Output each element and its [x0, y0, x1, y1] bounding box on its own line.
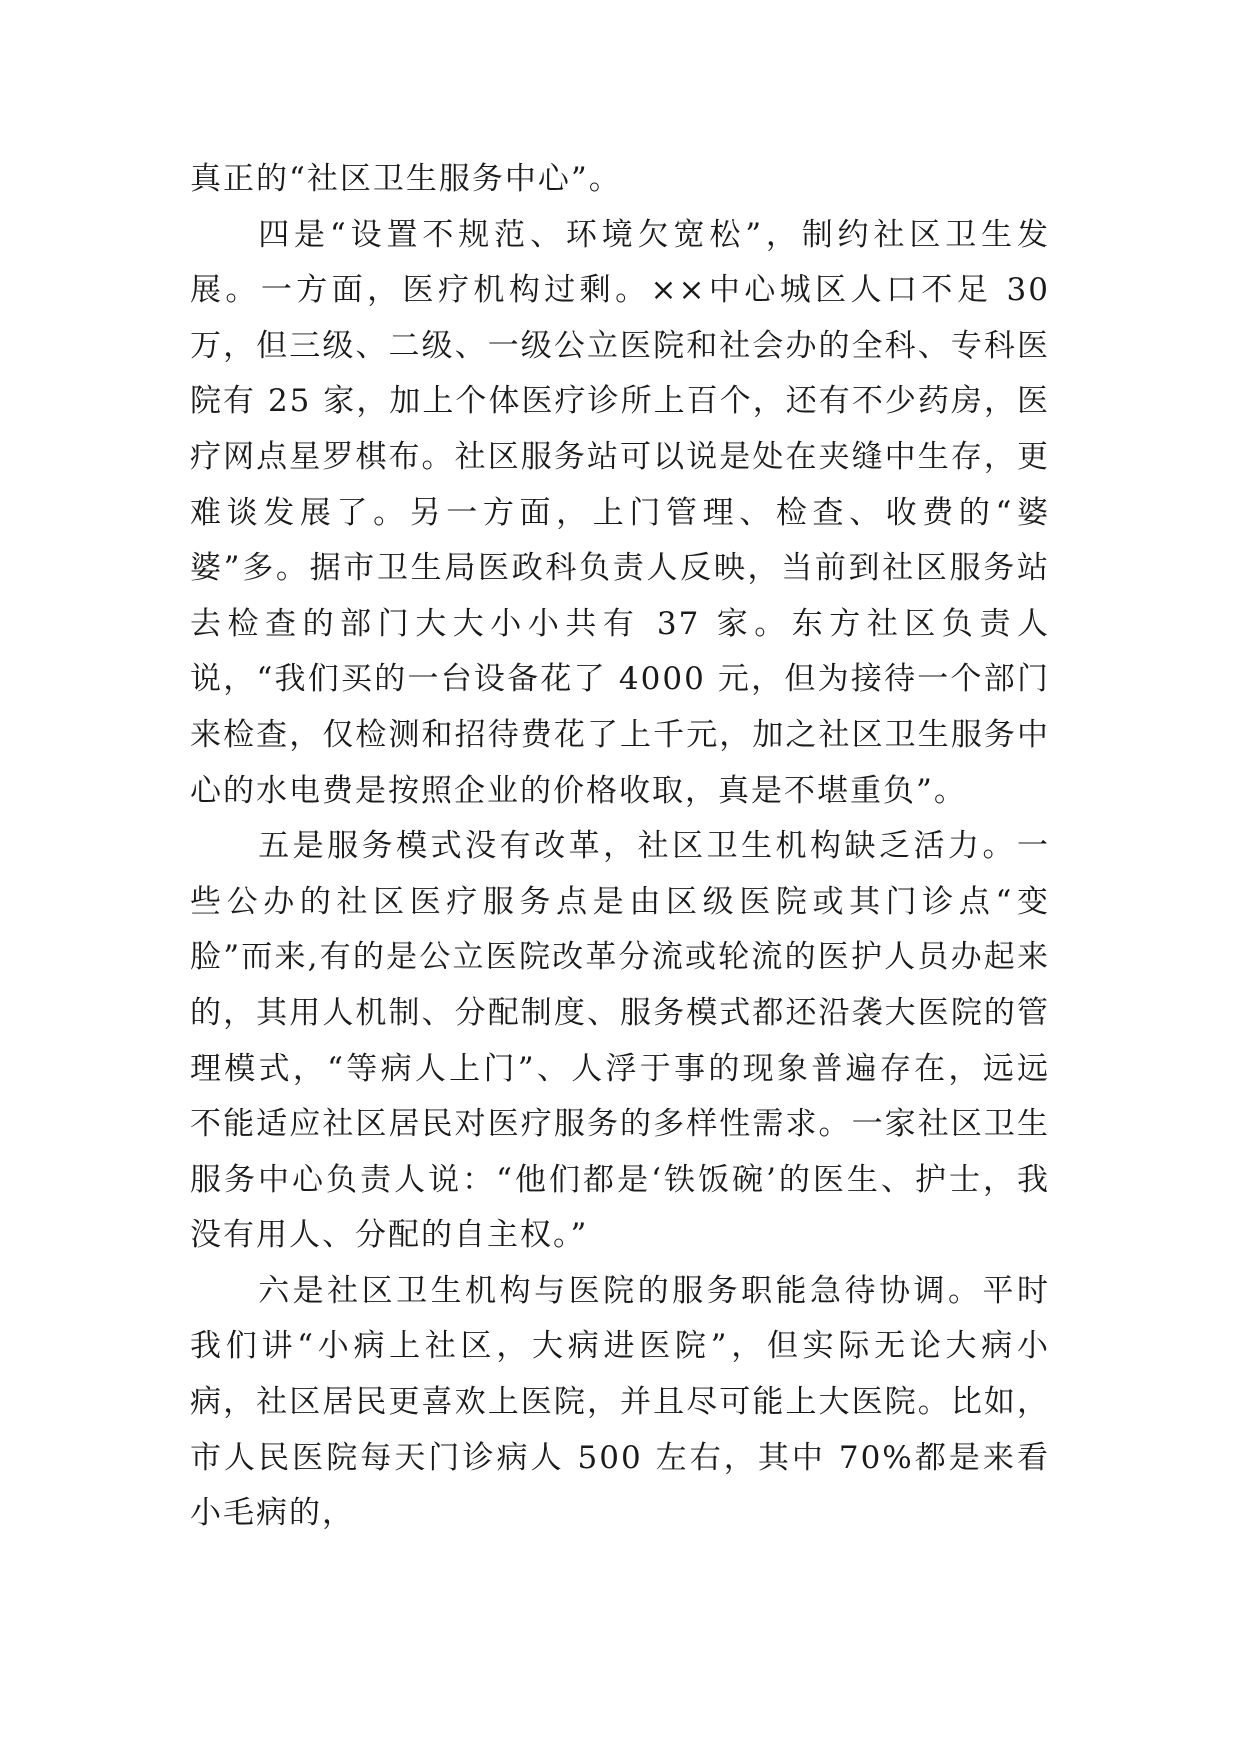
paragraph-point-six: 六是社区卫生机构与医院的服务职能急待协调。平时我们讲“小病上社区，大病进医院”，但实际无论大病小病，社区居民更喜欢上医院，并且尽可能上大医院。比如，市人民医院每天门诊病人 500 左右，其中 70%都是来看小毛病的，: [190, 1272, 1050, 1532]
paragraph-point-five: 五是服务模式没有改革，社区卫生机构缺乏活力。一些公办的社区医疗服务点是由区级医院或其门诊点“变脸”而来,有的是公立医院改革分流或轮流的医护人员办起来的，其用人机制、分配制度、服务模式都还沿袭大医院的管理模式，“等病人上门”、人浮于事的现象普遍存在，远远不能适应社区居民对医疗服务的多样性需求。一家社区卫生服务中心负责人说：“他们都是‘铁饭碗’的医生、护士，我没有用人、分配的自主权。”: [190, 828, 1050, 1254]
paragraph-continuation: 真正的“社区卫生服务中心”。: [190, 161, 622, 197]
document-body: [190, 152, 1050, 1542]
paragraph-point-four: 四是“设置不规范、环境欠宽松”，制约社区卫生发展。一方面，医疗机构过剩。××中心城区人口不足 30 万，但三级、二级、一级公立医院和社会办的全科、专科医院有 25 家，加上个体医疗诊所上百个，还有不少药房，医疗网点星罗棋布。社区服务站可以说是处在夹缝中生存，更难谈发展了。另一方面，上门管理、检查、收费的“婆婆”多。据市卫生局医政科负责人反映，当前到社区服务站去检查的部门大大小小共有 37 家。东方社区负责人说，“我们买的一台设备花了 4000 元，但为接待一个部门来检查，仅检测和招待费花了上千元，加之社区卫生服务中心的水电费是按照企业的价格收取，真是不堪重负”。: [190, 216, 1050, 809]
